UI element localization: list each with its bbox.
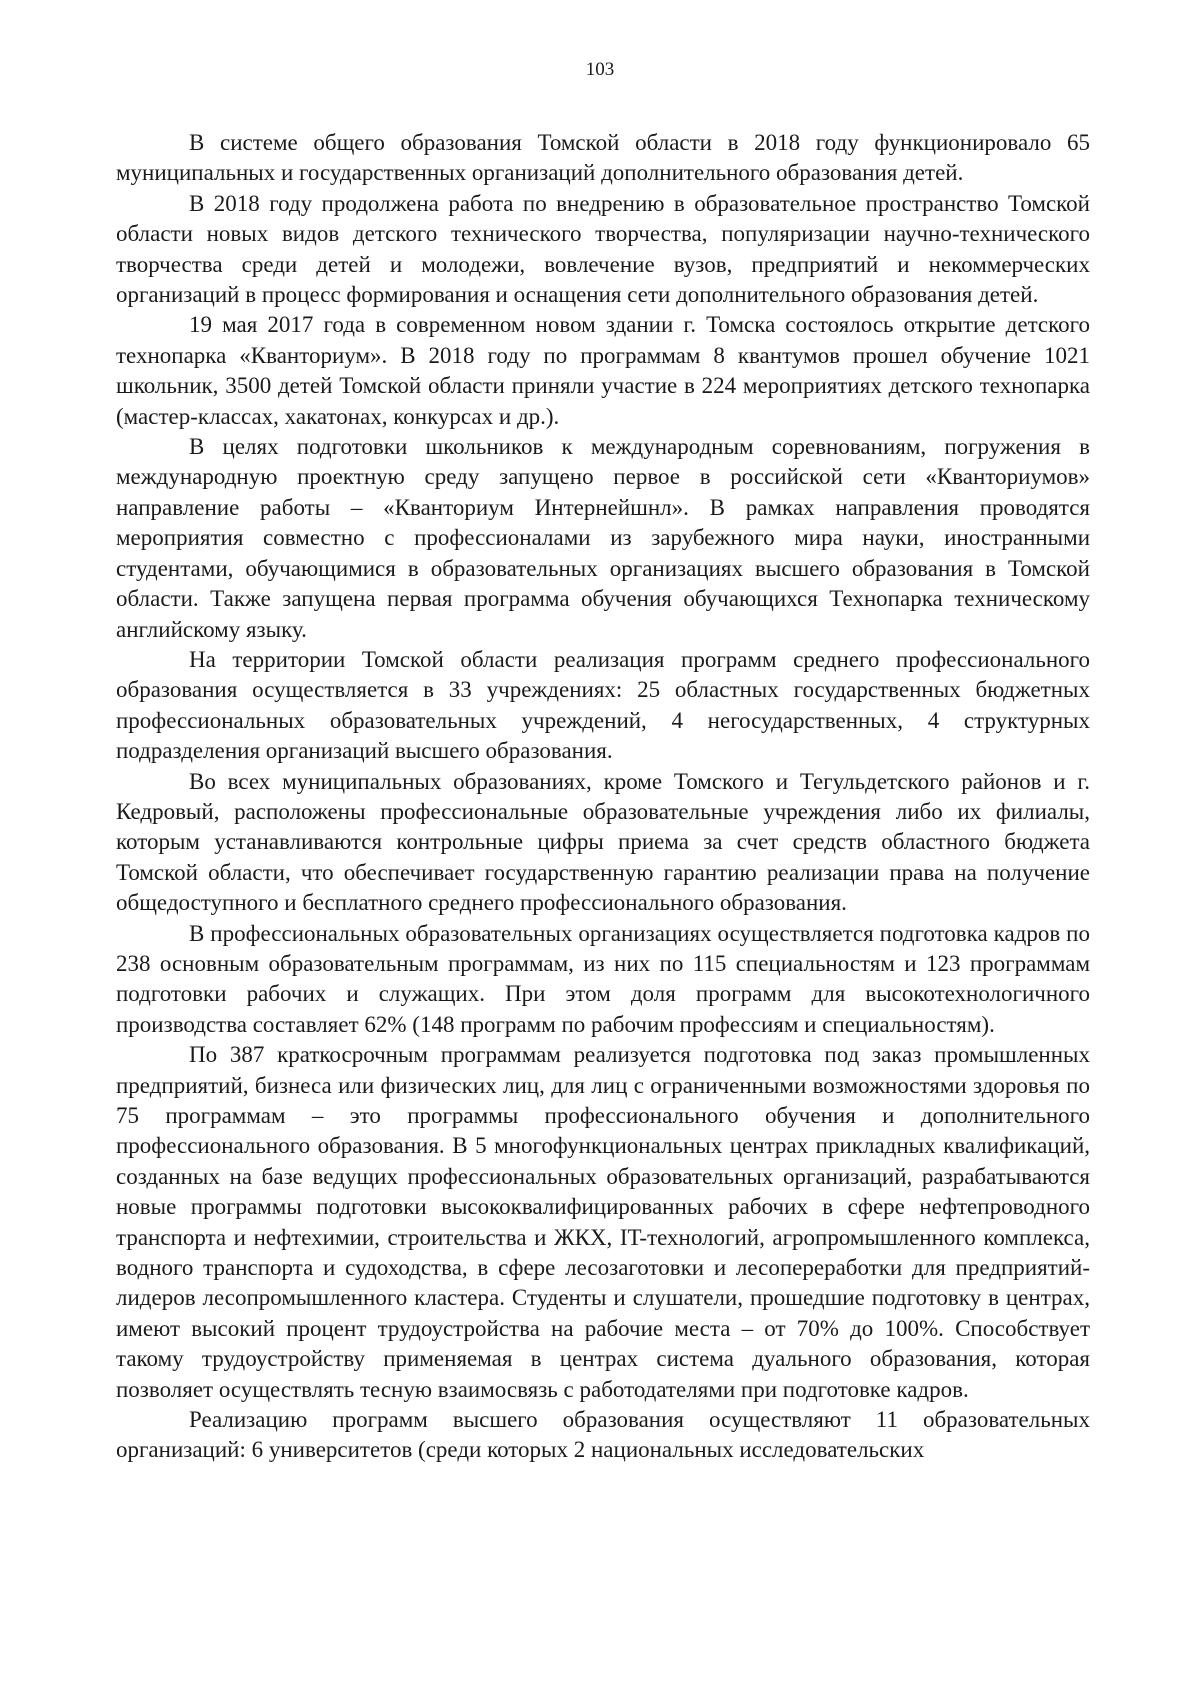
paragraph-secondary-vocational: На территории Томской области реализация программ среднего профессионального образования осуществляется в 33 учреждениях: 25 областных государственных бюджетных профессиональных образовательных учреждений, 4 негосударственных, 4 структурных подразделения организаций высшего образования.: [116, 646, 1090, 764]
paragraph-training-programs: В профессиональных образовательных организациях осуществляется подготовка кадров по 238 основным образовательным программам, из них по 115 специальностям и 123 программам подготовки рабочих и служащих. При этом доля программ для высокотехнологичного производства составляет 62% (148 программ по рабочим профессиям и специальностям).: [116, 920, 1090, 1037]
paragraph-higher-education: Реализацию программ высшего образования осуществляют 11 образовательных организаций: 6 университетов (среди которых 2 национальных исследовательских: [116, 1407, 1090, 1463]
paragraph-additional-education: В системе общего образования Томской области в 2018 году функционировало 65 муниципальных и государственных организаций дополнительного образования детей.: [116, 130, 1090, 186]
body-text: [116, 128, 1090, 1466]
page-number: 103: [585, 59, 615, 80]
paragraph-short-term-programs: По 387 краткосрочным программам реализуется подготовка под заказ промышленных предприятий, бизнеса или физических лиц, для лиц с ограниченными возможностями здоровья по 75 программам – это программы профессионального обучения и дополнительного профессионального образования. В 5 многофункциональных центрах прикладных квалификаций, созданных на базе ведущих профессиональных образовательных организаций, разрабатываются новые программы подготовки высококвалифицированных рабочих в сфере нефтепроводного транспорта и нефтехимии, строительства и ЖКХ, IT-технологий, агропромышленного комплекса, водного транспорта и судоходства, в сфере лесозаготовки и лесопереработки для предприятий-лидеров лесопромышленного кластера. Студенты и слушатели, прошедшие подготовку в центрах, имеют высокий процент трудоустройства на рабочие места – от 70% до 100%. Способствует такому трудоустройству применяемая в центрах система дуального образования, которая позволяет осуществлять тесную взаимосвязь с работодателями при подготовке кадров.: [116, 1042, 1090, 1402]
paragraph-kvantorium-international: В целях подготовки школьников к международным соревнованиям, погружения в международную проектную среду запущено первое в российской сети «Кванториумов» направление работы – «Кванториум Интернейшнл». В рамках направления проводятся мероприятия совместно с профессионалами из зарубежного мира науки, иностранными студентами, обучающимися в образовательных организациях высшего образования в Томской области. Также запущена первая программа обучения обучающихся Технопарка техническому английскому языку.: [116, 434, 1090, 642]
paragraph-municipal-institutions: Во всех муниципальных образованиях, кроме Томского и Тегульдетского районов и г. Кедровый, расположены профессиональные образовательные учреждения либо их филиалы, которым устанавливаются контрольные цифры приема за счет средств областного бюджета Томской области, что обеспечивает государственную гарантию реализации права на получение общедоступного и бесплатного среднего профессионального образования.: [116, 768, 1090, 916]
paragraph-technical-creativity: В 2018 году продолжена работа по внедрению в образовательное пространство Томской области новых видов детского технического творчества, популяризации научно-технического творчества среди детей и молодежи, вовлечение вузов, предприятий и некоммерческих организаций в процесс формирования и оснащения сети дополнительного образования детей.: [116, 190, 1090, 308]
paragraph-kvantorium-opening: 19 мая 2017 года в современном новом здании г. Томска состоялось открытие детского технопарка «Кванториум». В 2018 году по программам 8 квантумов прошел обучение 1021 школьник, 3500 детей Томской области приняли участие в 224 мероприятиях детского технопарка (мастер-классах, хакатонах, конкурсах и др.).: [116, 312, 1090, 429]
